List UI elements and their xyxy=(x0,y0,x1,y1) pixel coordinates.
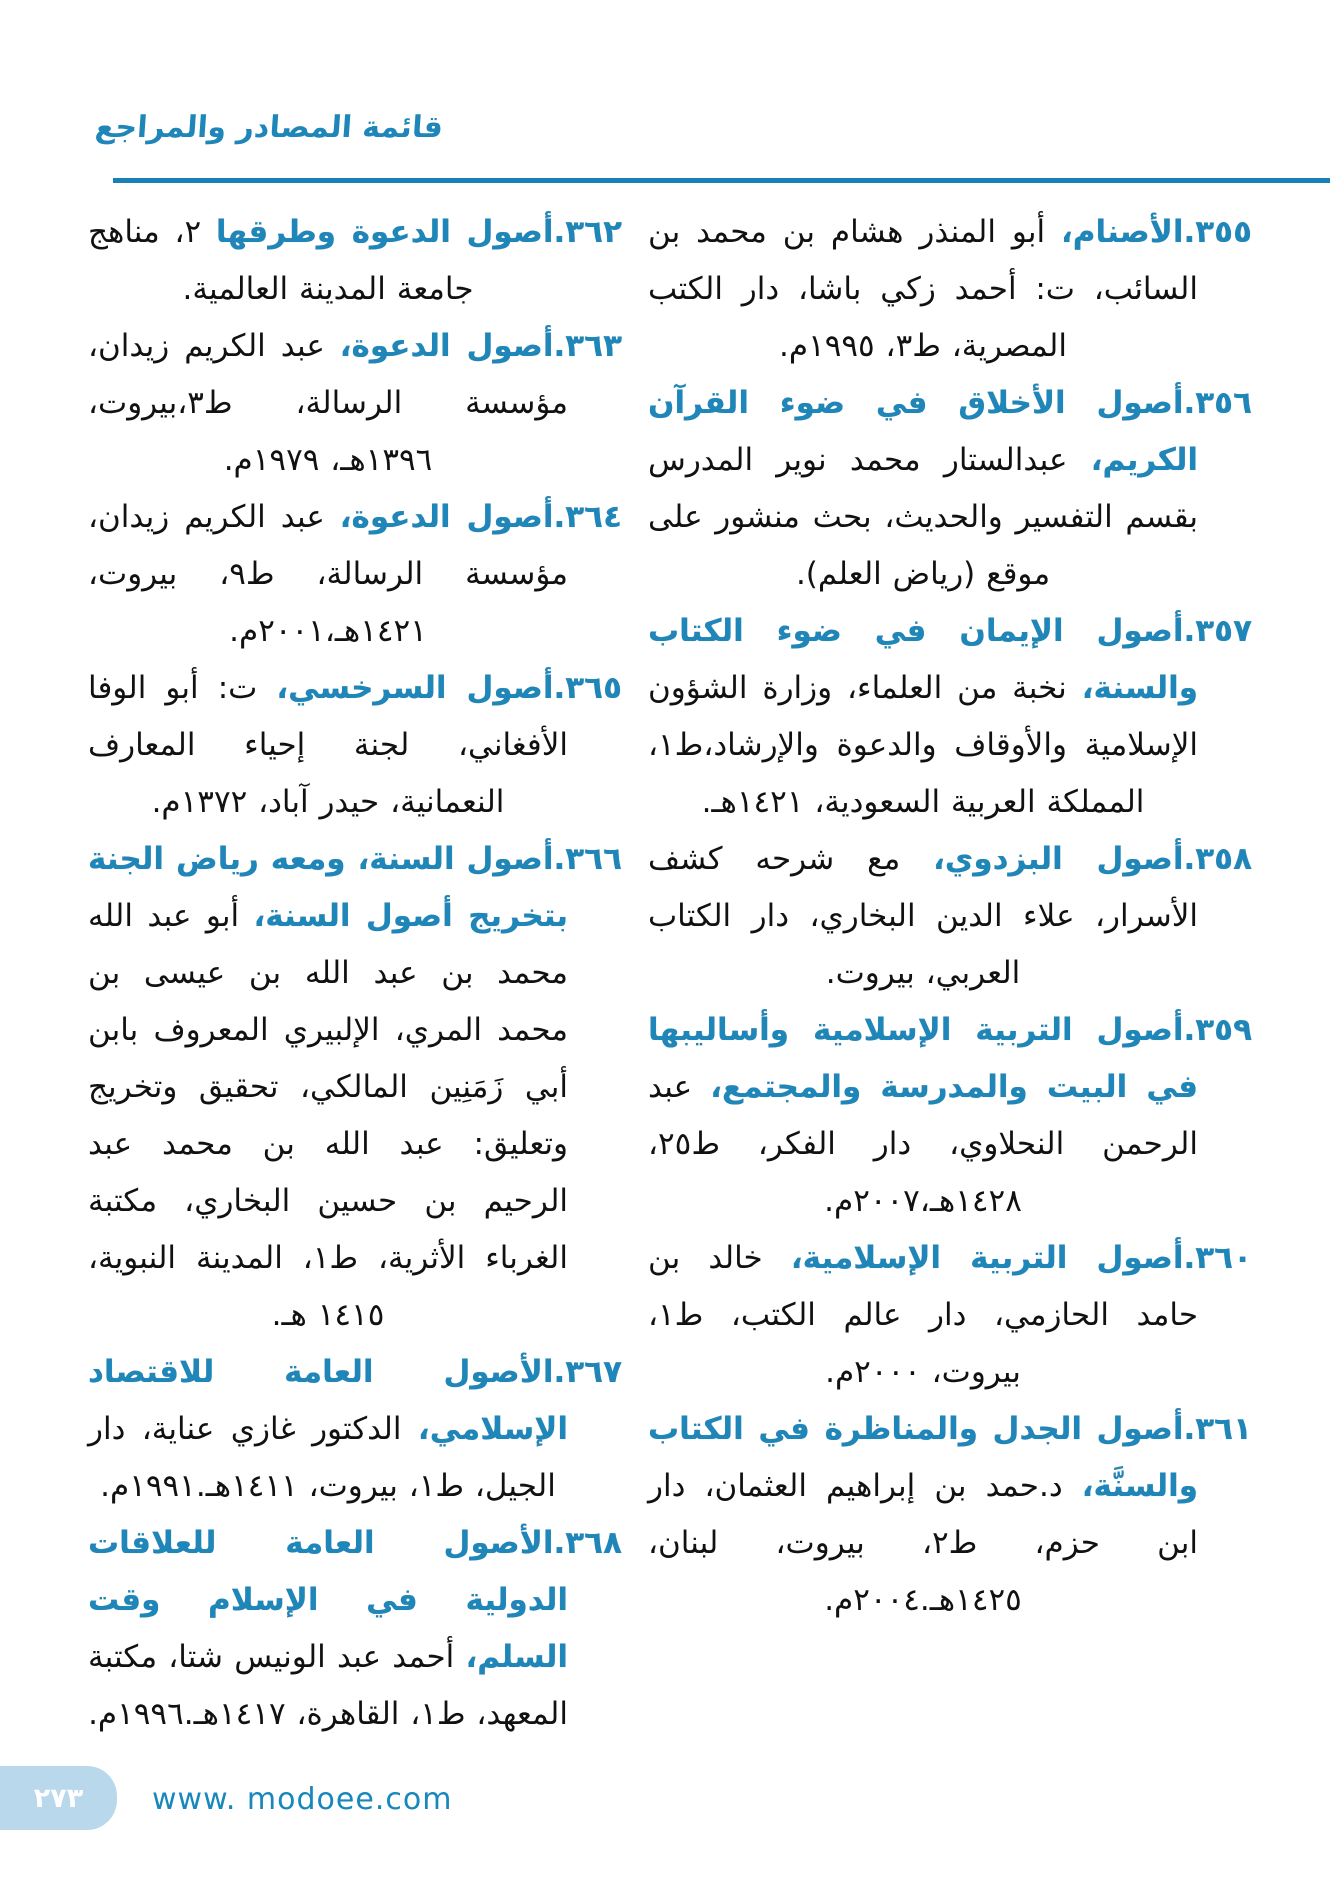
entry-title: أصول الإيمان في ضوء الكتاب والسنة، xyxy=(648,613,1198,706)
entry-text: عبد الكريم زيدان، مؤسسة الرسالة، ط٩، بيروت، ١٤٢١هـ،٢٠٠١م. xyxy=(88,499,568,649)
entry-number: ٣٥٥. xyxy=(1183,214,1252,250)
reference-entry xyxy=(648,375,1252,603)
reference-entry xyxy=(88,1344,622,1515)
entry-title: الأصول العامة للعلاقات الدولية في الإسلام وقت السلم، xyxy=(88,1525,568,1675)
entry-text: ٢، مناهج جامعة المدينة العالمية. xyxy=(88,214,474,307)
entry-number: ٣٥٨. xyxy=(1183,841,1253,877)
entry-title: أصول التربية الإسلامية وأساليبها في البيت والمدرسة والمجتمع، xyxy=(648,1012,1198,1105)
entry-text: أبو عبد الله محمد بن عبد الله بن عيسى بن محمد المري، الإلبيري المعروف بابن أبي زَمَنِين المالكي، تحقيق وتخريج وتعليق: عبد الله بن محمد عبد الرحيم بن حسين البخاري، مكتبة الغرباء الأثرية، ط١، المدينة النبوية، ١٤١٥ هـ. xyxy=(88,898,568,1333)
entry-text: عبدالستار محمد نوير المدرس بقسم التفسير والحديث، بحث منشور على موقع (رياض العلم). xyxy=(648,442,1198,592)
entry-text: عبد الرحمن النحلاوي، دار الفكر، ط٢٥، ١٤٢٨هـ،٢٠٠٧م. xyxy=(648,1069,1198,1219)
page-number-badge xyxy=(0,1766,117,1830)
reference-entry xyxy=(88,660,622,831)
references-list xyxy=(88,204,1252,1743)
reference-entry xyxy=(648,1002,1252,1230)
entry-title: أصول الجدل والمناظرة في الكتاب والسنَّة، xyxy=(648,1411,1198,1504)
entry-title: أصول الدعوة، xyxy=(339,499,554,535)
entry-number: ٣٦٢. xyxy=(553,214,622,250)
entry-text: نخبة من العلماء، وزارة الشؤون الإسلامية والأوقاف والدعوة والإرشاد،ط١، المملكة العربية السعودية، ١٤٢١هـ. xyxy=(648,670,1198,820)
entry-title: أصول الدعوة، xyxy=(339,328,554,364)
entry-number: ٣٥٧. xyxy=(1183,613,1252,649)
entry-number: ٣٦٤. xyxy=(553,499,622,535)
entry-text: د.حمد بن إبراهيم العثمان، دار ابن حزم، ط٢، بيروت، لبنان، ١٤٢٥هـ.٢٠٠٤م. xyxy=(648,1468,1198,1618)
reference-entry xyxy=(88,831,622,1344)
entry-title: أصول البزدوي، xyxy=(933,841,1184,877)
reference-entry xyxy=(648,603,1252,831)
references-column-right xyxy=(648,204,1252,1743)
entry-number: ٣٦٦. xyxy=(553,841,622,877)
page-header-title: قائمة المصادر والمراجع xyxy=(93,110,445,145)
entry-number: ٣٦٨. xyxy=(553,1525,622,1561)
references-column-left xyxy=(88,204,622,1743)
reference-entry xyxy=(88,489,622,660)
entry-number: ٣٥٩. xyxy=(1183,1012,1252,1048)
entry-number: ٣٥٦. xyxy=(1183,385,1252,421)
entry-text: ت: أبو الوفا الأفغاني، لجنة إحياء المعارف النعمانية، حيدر آباد، ١٣٧٢م. xyxy=(88,670,568,820)
reference-entry xyxy=(648,204,1252,375)
entry-text: أحمد عبد الونيس شتا، مكتبة المعهد، ط١، القاهرة، ١٤١٧هـ.١٩٩٦م. xyxy=(88,1639,568,1732)
entry-title: أصول الأخلاق في ضوء القرآن الكريم، xyxy=(648,385,1198,478)
entry-number: ٣٦٠. xyxy=(1183,1240,1252,1276)
page-number: ٢٧٣ xyxy=(33,1782,84,1814)
reference-entry xyxy=(88,1515,622,1743)
entry-title: الأصنام، xyxy=(1060,214,1184,250)
reference-entry xyxy=(648,1401,1252,1629)
reference-entry xyxy=(88,204,622,318)
entry-text: أبو المنذر هشام بن محمد بن السائب، ت: أحمد زكي باشا، دار الكتب المصرية، ط٣، ١٩٩٥م. xyxy=(648,214,1198,364)
entry-text: عبد الكريم زيدان، مؤسسة الرسالة، ط٣،بيروت، ١٣٩٦هـ، ١٩٧٩م. xyxy=(88,328,568,478)
entry-number: ٣٦٥. xyxy=(553,670,622,706)
entry-title: أصول التربية الإسلامية، xyxy=(790,1240,1184,1276)
entry-number: ٣٦٧. xyxy=(553,1354,622,1390)
entry-number: ٣٦٣. xyxy=(553,328,622,364)
entry-text: مع شرحه كشف الأسرار، علاء الدين البخاري، دار الكتاب العربي، بيروت. xyxy=(648,841,1198,991)
entry-title: الأصول العامة للاقتصاد الإسلامي، xyxy=(88,1354,568,1447)
reference-entry xyxy=(648,831,1252,1002)
entry-text: خالد بن حامد الحازمي، دار عالم الكتب، ط١، بيروت، ٢٠٠٠م. xyxy=(648,1240,1198,1390)
entry-number: ٣٦١. xyxy=(1183,1411,1252,1447)
website-link[interactable]: www. modoee.com xyxy=(152,1782,453,1817)
entry-text: الدكتور غازي عناية، دار الجيل، ط١، بيروت، ١٤١١هـ.١٩٩١م. xyxy=(88,1411,556,1504)
reference-entry xyxy=(648,1230,1252,1401)
entry-title: أصول السنة، ومعه رياض الجنة بتخريج أصول السنة، xyxy=(88,841,568,934)
entry-title: أصول السرخسي، xyxy=(276,670,554,706)
header-divider xyxy=(113,178,1330,183)
reference-entry xyxy=(88,318,622,489)
entry-title: أصول الدعوة وطرقها xyxy=(215,214,554,250)
